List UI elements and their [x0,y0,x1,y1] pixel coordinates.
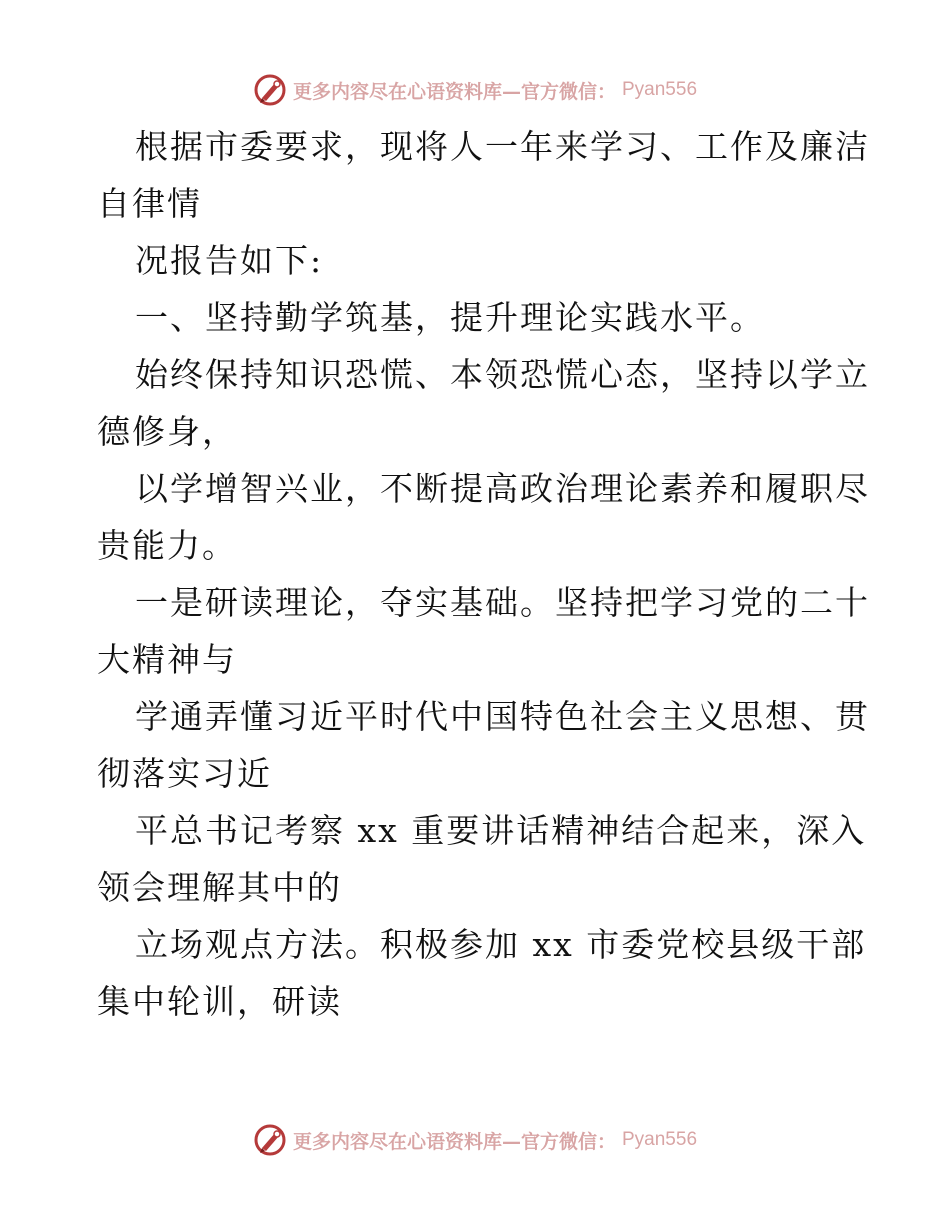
body-line: 自律情 [97,184,202,223]
body-line: 德修身， [97,412,237,451]
watermark-text: 更多内容尽在心语资料库—官方微信： [292,80,616,103]
body-line: 学通弄懂习近平时代中国特色社会主义思想、贯 [135,697,870,736]
watermark-text: 更多内容尽在心语资料库—官方微信： [292,1130,616,1153]
body-line: 立场观点方法。积极参加 xx 市委党校县级干部 [135,925,867,964]
watermark-footer [0,1120,950,1160]
body-line: 贵能力。 [97,526,237,565]
watermark-wechat-id: Pyan556 [622,79,698,100]
body-line: 始终保持知识恐慌、本领恐慌心态，坚持以学立 [135,355,870,394]
section-heading: 一、坚持勤学筑基，提升理论实践水平。 [135,298,765,337]
body-line: 根据市委要求，现将人一年来学习、工作及廉洁 [135,127,870,166]
watermark-wechat-id: Pyan556 [622,1129,698,1150]
body-line: 彻落实习近 [97,754,272,793]
document-body [97,118,870,1030]
watermark-header [0,70,950,110]
body-line: 大精神与 [97,640,237,679]
body-line: 集中轮训，研读 [97,982,342,1021]
body-line: 况报告如下: [135,241,324,280]
pen-circle-logo-icon [253,73,287,107]
body-line: 以学增智兴业，不断提高政治理论素养和履职尽 [135,469,870,508]
body-line: 一是研读理论，夺实基础。坚持把学习党的二十 [135,583,870,622]
pen-circle-logo-icon [253,1123,287,1157]
body-line: 领会理解其中的 [97,868,342,907]
body-line: 平总书记考察 xx 重要讲话精神结合起来，深入 [135,811,867,850]
